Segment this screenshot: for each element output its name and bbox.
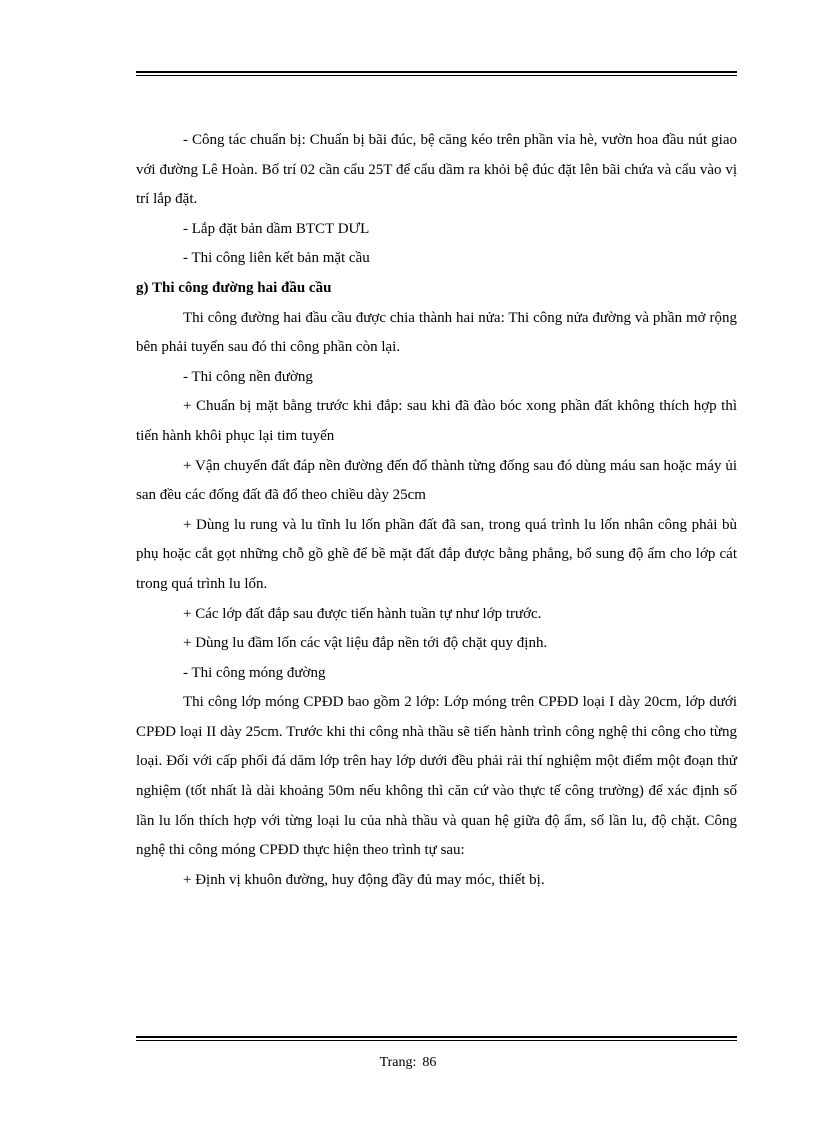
footer-rule (136, 1036, 737, 1038)
paragraph-preparation: - Công tác chuẩn bị: Chuẩn bị bãi đúc, bệ căng kéo trên phần vỉa hè, vườn hoa đầu nút giao với đường Lê Hoàn. Bố trí 02 cần cẩu 25T để cẩu dầm ra khỏi bệ đúc đặt lên bãi chứa và cẩu vào vị trí lắp đặt. (136, 132, 737, 208)
paragraph-layers: + Các lớp đất đắp sau được tiến hành tuần tự như lớp trước. (183, 605, 542, 622)
section-heading: g) Thi công đường hai đầu cầu (136, 279, 332, 296)
paragraph-site-prep: + Chuẩn bị mặt bằng trước khi đắp: sau khi đã đào bóc xong phần đất không thích hợp thì tiến hành khôi phục lại tim tuyến (136, 398, 737, 444)
page-body (136, 126, 737, 895)
paragraph-install-slab: - Lắp đặt bản dầm BTCT DƯL (183, 220, 370, 237)
page-label: Trang: (379, 1055, 417, 1070)
paragraph-foundation: - Thi công móng đường (183, 664, 326, 681)
paragraph-deck-connection: - Thi công liên kết bản mặt cầu (183, 250, 370, 267)
paragraph-subgrade: - Thi công nền đường (183, 368, 313, 385)
paragraph-road-split: Thi công đường hai đầu cầu được chia thành hai nửa: Thi công nửa đường và phần mở rộng bên phải tuyến sau đó thi công phần còn lại. (136, 309, 737, 356)
page-number: 86 (422, 1055, 437, 1070)
header-rule (136, 71, 737, 73)
page-footer (0, 1055, 816, 1071)
paragraph-roller: + Dùng lu đầm lốn các vật liệu đắp nền tới độ chặt quy định. (183, 635, 548, 652)
paragraph-positioning: + Định vị khuôn đường, huy động đầy đủ may móc, thiết bị. (183, 871, 545, 888)
paragraph-soil-transport: + Vận chuyển đất đáp nền đường đến đổ thành từng đống sau đó dùng máu san hoặc máy ủi san đều các đống đất đã đổ theo chiều dày 25cm (136, 457, 737, 504)
paragraph-cpdd: Thi công lớp móng CPĐD bao gồm 2 lớp: Lớp móng trên CPĐD loại I dày 20cm, lớp dưới CPĐD loại II dày 25cm. Trước khi thi công nhà thầu sẽ tiến hành trình công nghệ thi công cho từng loại. Đối với cấp phối đá dăm lớp trên hay lớp dưới đều phải rải thí nghiệm một điểm một đoạn thử nghiệm (tốt nhất là dài khoảng 50m nếu không thì căn cứ vào thực tế công trường) để xác định số lần lu lốn thích hợp với từng loại lu của nhà thầu và quan hệ giữa độ ẩm, số lần lu, độ chặt. Công nghệ thi công móng CPĐD thực hiện theo trình tự sau: (136, 694, 737, 859)
paragraph-compaction: + Dùng lu rung và lu tĩnh lu lốn phần đất đã san, trong quá trình lu lốn nhân công phải bù phụ hoặc cắt gọt những chỗ gồ ghề để bề mặt đất đắp được bằng phẳng, bổ sung độ ẩm cho lớp cát trong quá trình lu lốn. (136, 516, 737, 592)
